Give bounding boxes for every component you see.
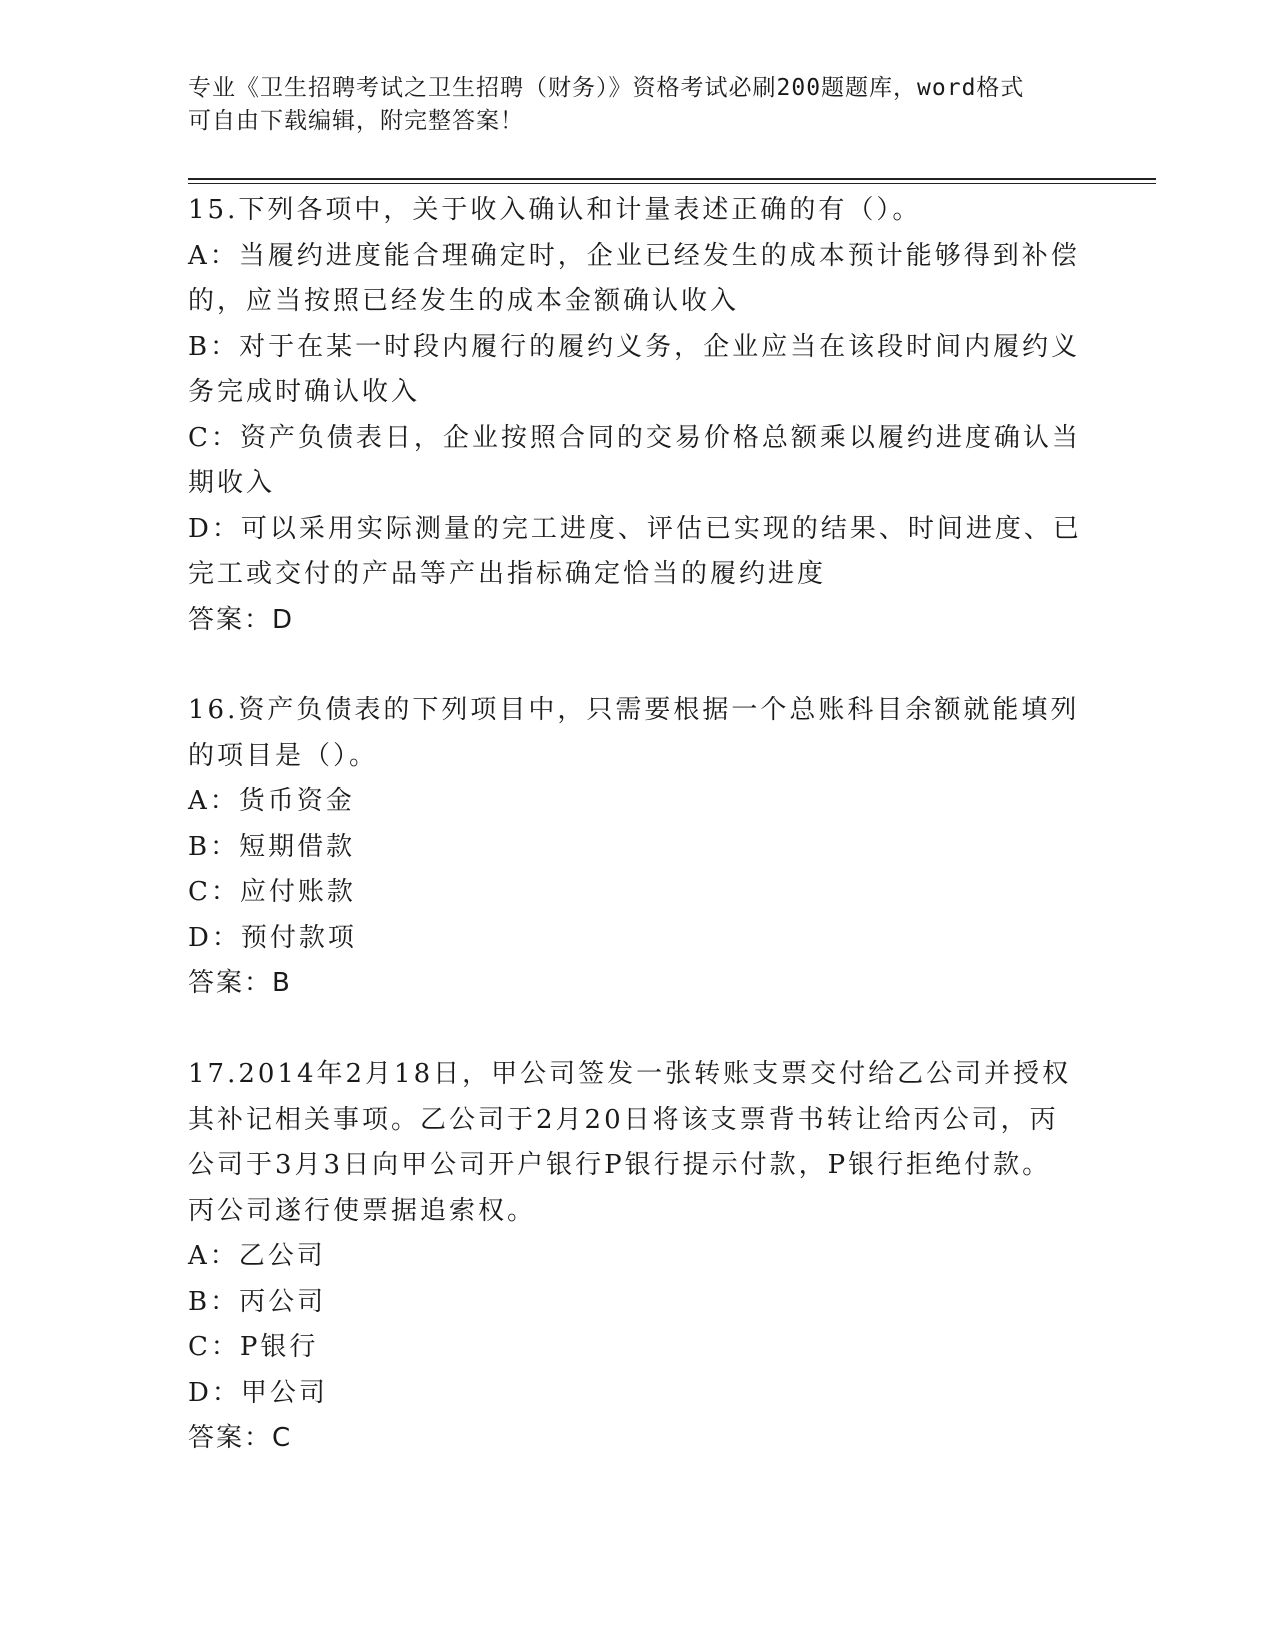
- option-a-continued: 的，应当按照已经发生的成本金额确认收入: [188, 286, 740, 316]
- answer: 答案：D: [188, 604, 295, 635]
- question-15: [188, 188, 1088, 643]
- option-a: A：乙公司: [188, 1241, 326, 1271]
- question-stem-continued: 的项目是（）。: [188, 740, 379, 771]
- option-d: D：预付款项: [188, 922, 357, 953]
- option-b: B：丙公司: [188, 1286, 327, 1317]
- question-17: [188, 1052, 1088, 1462]
- header-divider-thick: [188, 178, 1156, 180]
- question-stem: 16.资产负债表的下列项目中，只需要根据一个总账科目余额就能填列: [188, 695, 1080, 725]
- option-c: C：应付账款: [188, 877, 356, 907]
- question-16: [188, 688, 1088, 1007]
- option-c-continued: 期收入: [188, 468, 276, 498]
- header-divider-thin: [188, 183, 1156, 184]
- header-line-1: 专业《卫生招聘考试之卫生招聘（财务）》资格考试必刷200题题库，word格式: [188, 75, 1025, 101]
- answer: 答案：B: [188, 968, 292, 998]
- question-stem: 17.2014年2月18日，甲公司签发一张转账支票交付给乙公司并授权: [188, 1059, 1072, 1089]
- option-a: A：当履约进度能合理确定时，企业已经发生的成本预计能够得到补偿: [188, 240, 1080, 271]
- option-b-continued: 务完成时确认收入: [188, 377, 421, 407]
- question-stem-continued: 丙公司遂行使票据追索权。: [188, 1195, 537, 1226]
- option-d: D：甲公司: [188, 1377, 328, 1408]
- header-line-2: 可自由下载编辑，附完整答案！: [188, 108, 524, 134]
- option-b: B：对于在某一时段内履行的履约义务，企业应当在该段时间内履约义: [188, 331, 1081, 362]
- option-c: C：P银行: [188, 1332, 319, 1362]
- option-a: A：货币资金: [188, 786, 355, 816]
- question-stem-continued: 公司于3月3日向甲公司开户银行P银行提示付款，P银行拒绝付款。: [188, 1150, 1052, 1180]
- option-d-continued: 完工或交付的产品等产出指标确定恰当的履约进度: [188, 559, 827, 589]
- question-stem: 15.下列各项中，关于收入确认和计量表述正确的有（）。: [188, 195, 922, 225]
- option-b: B：短期借款: [188, 831, 356, 862]
- answer: 答案：C: [188, 1423, 293, 1453]
- document-header: [188, 72, 1068, 138]
- option-d: D：可以采用实际测量的完工进度、评估已实现的结果、时间进度、已: [188, 513, 1082, 544]
- question-stem-continued: 其补记相关事项。乙公司于2月20日将该支票背书转让给丙公司，丙: [188, 1104, 1059, 1135]
- option-c: C：资产负债表日，企业按照合同的交易价格总额乘以履约进度确认当: [188, 422, 1081, 453]
